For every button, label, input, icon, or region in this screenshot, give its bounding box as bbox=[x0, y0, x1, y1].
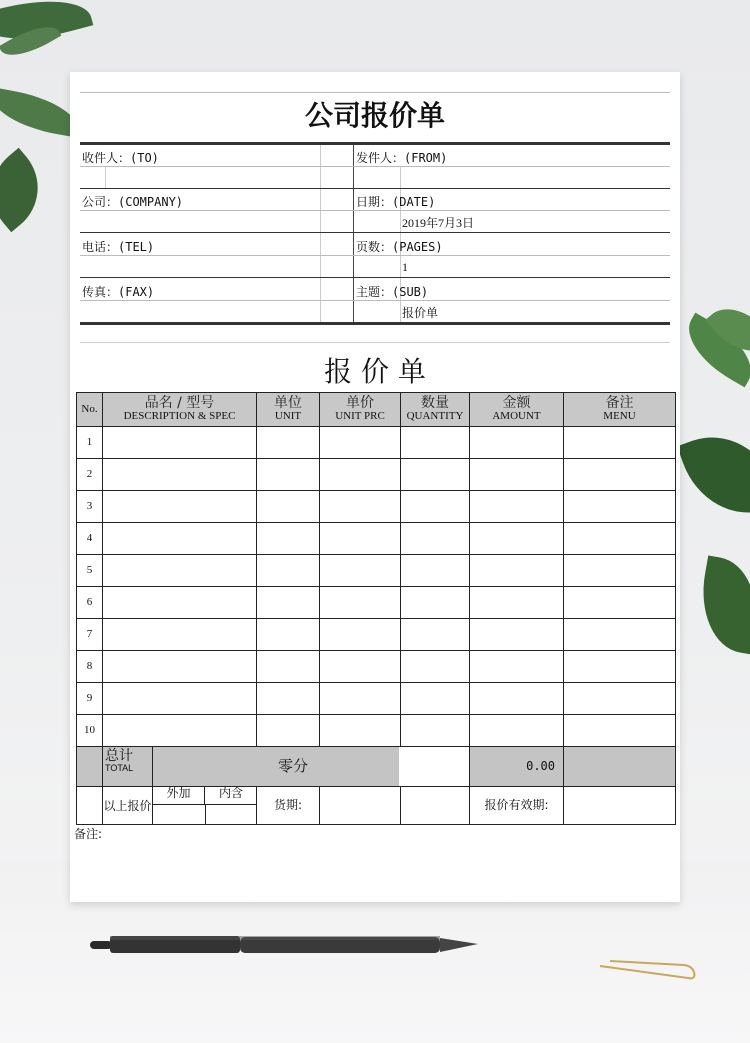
row-cell[interactable] bbox=[564, 555, 676, 587]
row-cell[interactable] bbox=[401, 491, 470, 523]
col-quantity: 数量 QUANTITY bbox=[401, 393, 470, 427]
row-number: 3 bbox=[77, 491, 103, 523]
row-cell[interactable] bbox=[257, 491, 320, 523]
row-cell[interactable] bbox=[257, 459, 320, 491]
row-cell[interactable] bbox=[564, 523, 676, 555]
subject-label: 主题：(SUB) bbox=[356, 285, 429, 299]
row-cell[interactable] bbox=[564, 459, 676, 491]
delivery-extra-field[interactable] bbox=[401, 787, 470, 825]
row-cell[interactable] bbox=[401, 683, 470, 715]
row-cell[interactable] bbox=[470, 619, 564, 651]
row-cell[interactable] bbox=[103, 683, 257, 715]
total-row: 总计 TOTAL 零分 0.00 bbox=[77, 747, 676, 787]
row-cell[interactable] bbox=[320, 683, 401, 715]
date-value[interactable]: 2019年7月3日 bbox=[402, 216, 475, 230]
table-row bbox=[77, 491, 676, 523]
fax-label: 传真：(FAX) bbox=[82, 285, 155, 299]
row-number: 6 bbox=[77, 587, 103, 619]
row-number: 5 bbox=[77, 555, 103, 587]
row-cell[interactable] bbox=[320, 491, 401, 523]
table-row bbox=[77, 555, 676, 587]
company-label: 公司：(COMPANY) bbox=[82, 195, 184, 209]
table-row bbox=[77, 427, 676, 459]
quotation-sheet bbox=[70, 72, 680, 902]
row-cell[interactable] bbox=[401, 523, 470, 555]
row-cell[interactable] bbox=[401, 715, 470, 747]
col-unit: 单位 UNIT bbox=[257, 393, 320, 427]
total-in-words: 零分 bbox=[187, 747, 400, 787]
row-cell[interactable] bbox=[257, 427, 320, 459]
to-label: 收件人：(TO) bbox=[82, 151, 159, 165]
terms-row bbox=[77, 787, 676, 825]
row-number: 2 bbox=[77, 459, 103, 491]
table-row bbox=[77, 523, 676, 555]
pages-label: 页数：(PAGES) bbox=[356, 240, 443, 254]
row-cell[interactable] bbox=[320, 523, 401, 555]
validity-label: 报价有效期: bbox=[470, 787, 564, 825]
remarks-label: 备注: bbox=[74, 827, 103, 841]
row-cell[interactable] bbox=[470, 587, 564, 619]
row-cell[interactable] bbox=[470, 427, 564, 459]
row-cell[interactable] bbox=[257, 555, 320, 587]
table-row bbox=[77, 651, 676, 683]
delivery-label: 货期: bbox=[257, 787, 320, 825]
quote-basis-label: 以上报价 bbox=[103, 787, 153, 825]
date-label: 日期：(DATE) bbox=[356, 195, 436, 209]
row-cell[interactable] bbox=[257, 587, 320, 619]
total-amount: 0.00 bbox=[470, 747, 564, 787]
row-cell[interactable] bbox=[401, 587, 470, 619]
row-number: 10 bbox=[77, 715, 103, 747]
row-number: 8 bbox=[77, 651, 103, 683]
paperclip bbox=[596, 958, 700, 986]
delivery-field[interactable] bbox=[320, 787, 401, 825]
row-number: 1 bbox=[77, 427, 103, 459]
table-title: 报 价 单 bbox=[324, 355, 426, 388]
table-row bbox=[77, 619, 676, 651]
row-cell[interactable] bbox=[470, 555, 564, 587]
table-header bbox=[77, 393, 676, 427]
row-number: 7 bbox=[77, 619, 103, 651]
row-cell[interactable] bbox=[320, 459, 401, 491]
extra-option[interactable]: 外加 bbox=[153, 787, 205, 805]
row-cell[interactable] bbox=[103, 523, 257, 555]
document-title: 公司报价单 bbox=[304, 99, 445, 132]
row-cell[interactable] bbox=[257, 619, 320, 651]
pen bbox=[90, 933, 480, 955]
row-cell[interactable] bbox=[470, 683, 564, 715]
row-cell[interactable] bbox=[564, 587, 676, 619]
table-row bbox=[77, 587, 676, 619]
row-number: 9 bbox=[77, 683, 103, 715]
row-cell[interactable] bbox=[470, 459, 564, 491]
row-cell[interactable] bbox=[320, 555, 401, 587]
row-cell[interactable] bbox=[470, 715, 564, 747]
col-amount: 金额 AMOUNT bbox=[470, 393, 564, 427]
row-cell[interactable] bbox=[103, 427, 257, 459]
row-cell[interactable] bbox=[320, 619, 401, 651]
row-cell[interactable] bbox=[564, 427, 676, 459]
row-cell[interactable] bbox=[103, 587, 257, 619]
col-no: No. bbox=[77, 393, 103, 427]
row-cell[interactable] bbox=[401, 619, 470, 651]
row-cell[interactable] bbox=[257, 683, 320, 715]
row-cell[interactable] bbox=[320, 715, 401, 747]
row-cell[interactable] bbox=[401, 651, 470, 683]
row-number: 4 bbox=[77, 523, 103, 555]
col-menu: 备注 MENU bbox=[564, 393, 676, 427]
row-cell[interactable] bbox=[320, 651, 401, 683]
row-cell[interactable] bbox=[470, 491, 564, 523]
row-cell[interactable] bbox=[320, 587, 401, 619]
row-cell[interactable] bbox=[103, 715, 257, 747]
validity-field[interactable] bbox=[564, 787, 676, 825]
col-description: 品名 / 型号 DESCRIPTION & SPEC bbox=[103, 393, 257, 427]
row-cell[interactable] bbox=[320, 427, 401, 459]
row-cell[interactable] bbox=[470, 523, 564, 555]
col-unit-price: 单价 UNIT PRC bbox=[320, 393, 401, 427]
table-row bbox=[77, 459, 676, 491]
row-cell[interactable] bbox=[564, 683, 676, 715]
row-cell[interactable] bbox=[564, 619, 676, 651]
pages-value[interactable]: 1 bbox=[402, 260, 408, 274]
row-cell[interactable] bbox=[103, 491, 257, 523]
row-cell[interactable] bbox=[103, 651, 257, 683]
row-cell[interactable] bbox=[401, 459, 470, 491]
included-option[interactable]: 内含 bbox=[205, 787, 257, 805]
row-cell[interactable] bbox=[257, 523, 320, 555]
row-cell[interactable] bbox=[401, 427, 470, 459]
row-cell[interactable] bbox=[470, 651, 564, 683]
row-cell[interactable] bbox=[564, 491, 676, 523]
quote-table bbox=[76, 392, 676, 825]
row-cell[interactable] bbox=[564, 715, 676, 747]
table-row bbox=[77, 715, 676, 747]
table-row bbox=[77, 683, 676, 715]
row-cell[interactable] bbox=[103, 555, 257, 587]
subject-value[interactable]: 报价单 bbox=[402, 306, 439, 320]
row-cell[interactable] bbox=[257, 651, 320, 683]
row-cell[interactable] bbox=[564, 651, 676, 683]
row-cell[interactable] bbox=[103, 459, 257, 491]
row-cell[interactable] bbox=[103, 619, 257, 651]
tel-label: 电话：(TEL) bbox=[82, 240, 155, 254]
from-label: 发件人：(FROM) bbox=[356, 151, 448, 165]
row-cell[interactable] bbox=[257, 715, 320, 747]
row-cell[interactable] bbox=[401, 555, 470, 587]
total-label: 总计 bbox=[105, 748, 133, 764]
